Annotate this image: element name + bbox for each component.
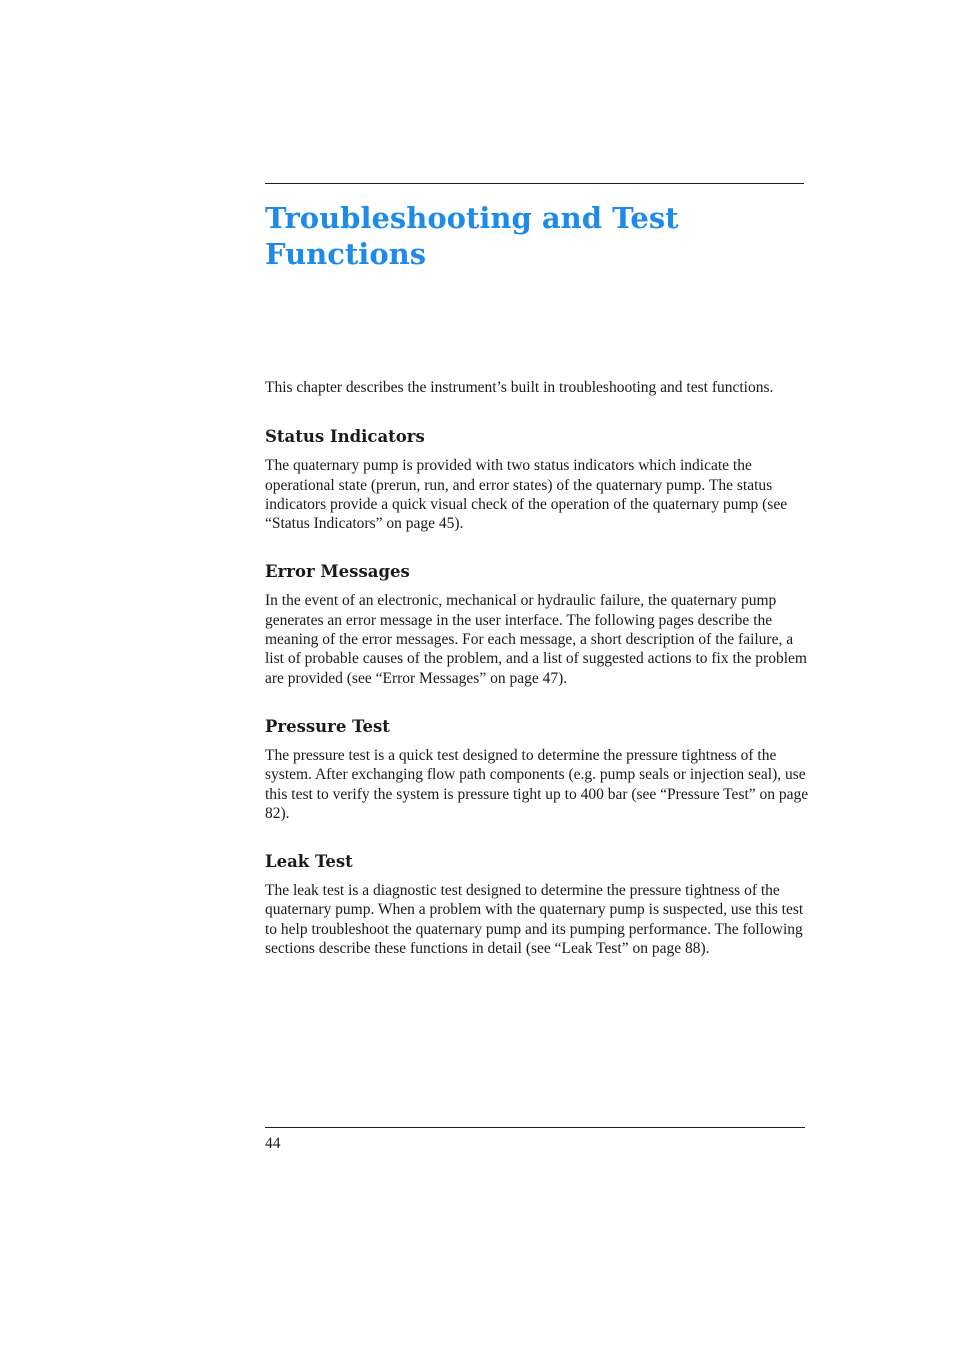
chapter-title: Troubleshooting and Test Functions xyxy=(265,201,679,271)
section-pressure-test xyxy=(265,717,810,823)
section-heading: Leak Test xyxy=(265,852,353,872)
section-body: In the event of an electronic, mechanical or hydraulic failure, the quaternary pump generates an error message in the user interface. The following pages describe the meaning of the error messages. For each message, a short description of the failure, a list of probable causes of the problem, and a list of suggested actions to fix the problem are provided (see “Error Messages” on page 47). xyxy=(265,592,807,687)
section-heading: Pressure Test xyxy=(265,716,390,736)
top-divider xyxy=(265,183,804,184)
section-heading: Error Messages xyxy=(265,562,410,582)
section-heading: Status Indicators xyxy=(265,427,425,447)
section-body: The leak test is a diagnostic test designed to determine the pressure tightness of the quaternary pump. When a problem with the quaternary pump is suspected, use this test to help troubleshoot the quaternary pump and its pumping performance. The following sections describe these functions in detail (see “Leak Test” on page 88). xyxy=(265,882,804,958)
section-error-messages xyxy=(265,562,810,687)
section-leak-test xyxy=(265,852,810,958)
section-status-indicators xyxy=(265,427,810,533)
intro-paragraph: This chapter describes the instrument’s built in troubleshooting and test functions. xyxy=(265,379,774,396)
footer-divider xyxy=(265,1127,805,1128)
chapter-content xyxy=(265,378,810,987)
page-number: 44 xyxy=(265,1135,281,1152)
section-body: The pressure test is a quick test designed to determine the pressure tightness of the system. After exchanging flow path components (e.g. pump seals or injection seal), use this test to verify the system is pressure tight up to 400 bar (see “Pressure Test” on page 82). xyxy=(265,746,809,822)
section-body: The quaternary pump is provided with two status indicators which indicate the operational state (prerun, run, and error states) of the quaternary pump. The status indicators provide a quick visual check of the operation of the quaternary pump (see “Status Indicators” on page 45). xyxy=(265,457,788,533)
